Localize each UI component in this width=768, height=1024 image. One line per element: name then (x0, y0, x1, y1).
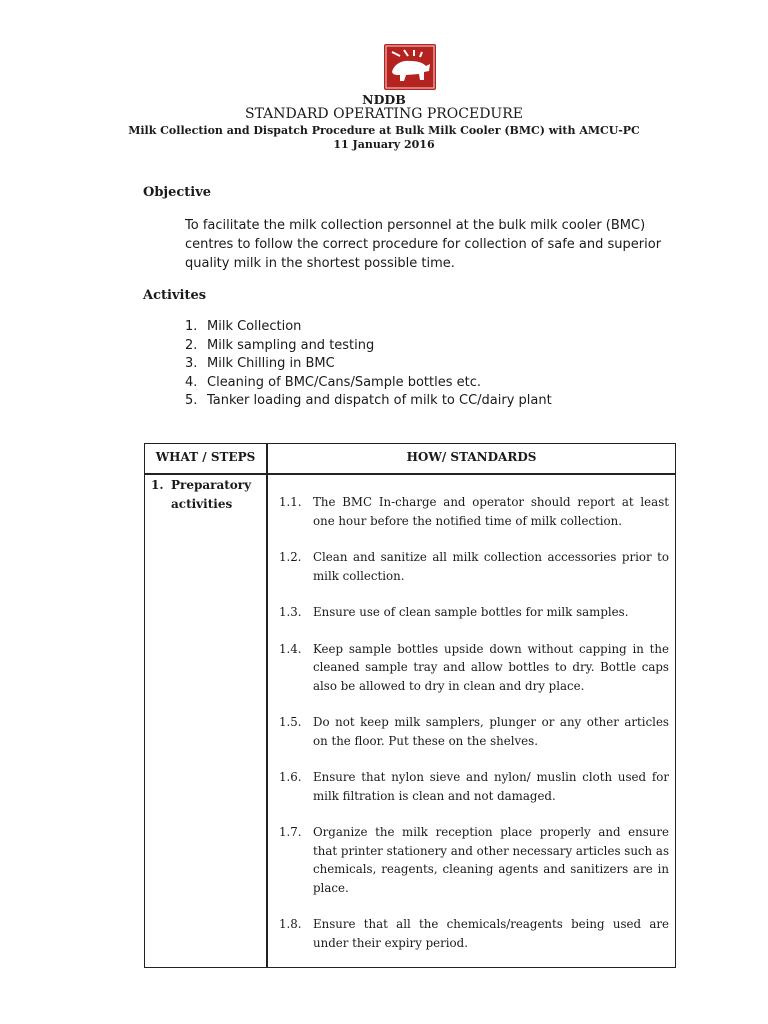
standard-item (279, 640, 669, 696)
document-type: STANDARD OPERATING PROCEDURE (245, 106, 523, 122)
activity-item (185, 318, 552, 337)
standard-text: Do not keep milk samplers, plunger or any other articles on the floor. Put these on the shelves. (313, 715, 669, 748)
activity-item (185, 392, 552, 411)
standard-number: 1.6. (279, 770, 302, 784)
step-title: Preparatory (171, 478, 252, 492)
standard-number: 1.5. (279, 715, 302, 729)
standard-text: Clean and sanitize all milk collection accessories prior to milk collection. (313, 550, 669, 583)
activity-text: Milk Collection (207, 319, 302, 334)
standard-item (279, 603, 669, 622)
activity-item (185, 355, 552, 374)
standard-number: 1.2. (279, 550, 302, 564)
standard-item (279, 713, 669, 750)
standard-number: 1.3. (279, 605, 302, 619)
step-number: 1. (151, 478, 164, 492)
standard-text: Ensure use of clean sample bottles for milk samples. (313, 605, 629, 619)
org-name: NDDB (362, 92, 406, 107)
activity-item (185, 374, 552, 393)
standard-text: Ensure that nylon sieve and nylon/ muslin cloth used for milk filtration is clean and not damaged. (313, 770, 669, 803)
standard-text: Ensure that all the chemicals/reagents being used are under their expiry period. (313, 917, 669, 950)
standard-number: 1.8. (279, 917, 302, 931)
standard-item (279, 548, 669, 585)
standard-text: Organize the milk reception place properly and ensure that printer stationery and other necessary articles such as chemicals, reagents, cleaning agents and sanitizers are in place. (313, 825, 669, 895)
standard-item (279, 823, 669, 897)
document-date: 11 January 2016 (333, 138, 435, 151)
step-title-line2: activities (171, 496, 233, 511)
activity-text: Cleaning of BMC/Cans/Sample bottles etc. (207, 374, 481, 390)
standard-text: The BMC In-charge and operator should report at least one hour before the notified time of milk collection. (313, 495, 669, 528)
standard-text: Keep sample bottles upside down without capping in the cleaned sample tray and allow bottles to dry. Bottle caps also be allowed to dry in clean and dry place. (313, 641, 669, 693)
activity-number: 1. (185, 319, 198, 334)
standard-number: 1.4. (279, 641, 302, 656)
table-column-divider (266, 444, 268, 967)
standard-item (279, 768, 669, 805)
activities-heading: Activites (143, 288, 207, 303)
activity-text: Milk sampling and testing (207, 337, 375, 353)
standard-item (279, 915, 669, 952)
activity-item (185, 337, 552, 356)
procedure-table (144, 443, 676, 968)
activity-text: Milk Chilling in BMC (207, 356, 335, 371)
activities-list (185, 318, 552, 411)
activity-number: 3. (185, 356, 198, 371)
nddb-cow-logo-icon (384, 44, 436, 90)
activity-number: 4. (185, 374, 198, 390)
column-header-standards: HOW/ STANDARDS (406, 450, 537, 464)
objective-text: To facilitate the milk collection personnel at the bulk milk cooler (BMC) centres to follow the correct procedure for collection of safe and superior quality milk in the shortest possible time. (185, 218, 662, 271)
objective-heading: Objective (143, 185, 212, 200)
activity-number: 5. (185, 393, 198, 408)
document-subtitle: Milk Collection and Dispatch Procedure at Bulk Milk Cooler (BMC) with AMCU-PC (128, 124, 640, 137)
standard-number: 1.7. (279, 825, 302, 839)
table-header-divider (145, 473, 675, 475)
column-header-steps: WHAT / STEPS (155, 450, 256, 464)
standard-number: 1.1. (279, 495, 302, 509)
activity-text: Tanker loading and dispatch of milk to CC/dairy plant (207, 393, 552, 408)
activity-number: 2. (185, 337, 198, 353)
standard-item (279, 493, 669, 530)
standards-list (279, 493, 669, 970)
step-cell (151, 476, 263, 513)
